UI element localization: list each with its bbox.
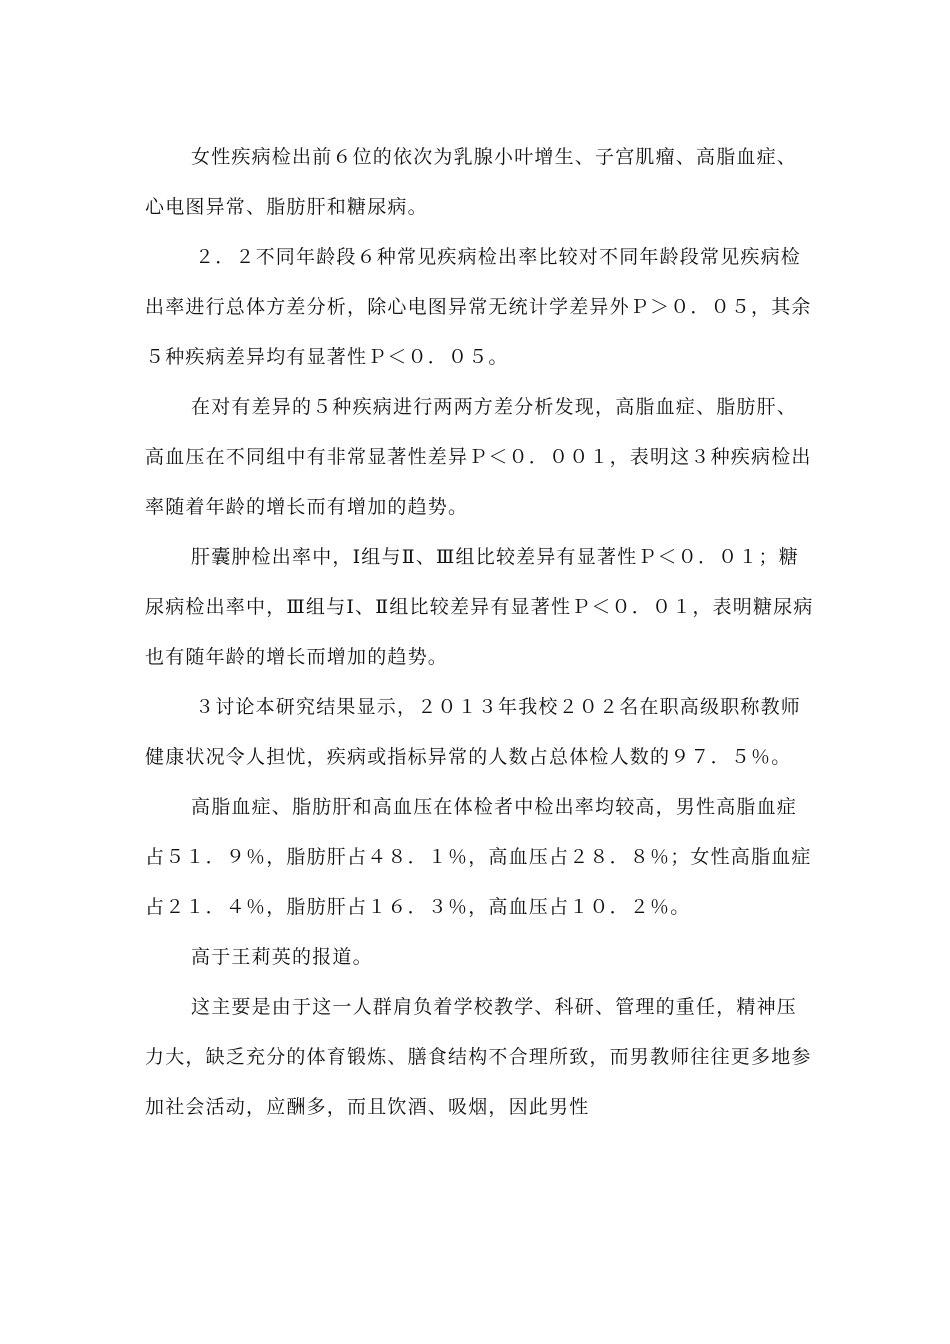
paragraph-discussion: ３讨论本研究结果显示，２０１３年我校２０２名在职高级职称教师健康状况令人担忧，疾病或指标异常的人数占总体检人数的９７．５％。	[145, 696, 802, 768]
paragraph-liver-cyst-diabetes: 肝囊肿检出率中，Ⅰ组与Ⅱ、Ⅲ组比较差异有显著性Ｐ＜０．０１；糖尿病检出率中，Ⅲ组与Ⅰ、Ⅱ组比较差异有显著性Ｐ＜０．０１，表明糖尿病也有随年龄的增长而增加的趋势。	[145, 546, 814, 668]
paragraph-detection-rates: 高脂血症、脂肪肝和高血压在体检者中检出率均较高，男性高脂血症占５１．９％，脂肪肝占４８．１％，高血压占２８．８％；女性高脂血症占２１．４％，脂肪肝占１６．３％，高血压占１０．２％。	[145, 796, 812, 918]
paragraph-comparison-report: 高于王莉英的报道。	[191, 946, 373, 968]
paragraph-age-comparison: ２．２不同年龄段６种常见疾病检出率比较对不同年龄段常见疾病检出率进行总体方差分析，除心电图异常无统计学差异外Ｐ＞０．０５，其余５种疾病差异均有显著性Ｐ＜０．０５。	[145, 246, 812, 368]
paragraph-female-diseases: 女性疾病检出前６位的依次为乳腺小叶增生、子宫肌瘤、高脂血症、心电图异常、脂肪肝和糖尿病。	[145, 146, 798, 218]
paragraph-pairwise-analysis: 在对有差异的５种疾病进行两两方差分析发现，高脂血症、脂肪肝、高血压在不同组中有非常显著性差异Ｐ＜０．００１，表明这３种疾病检出率随着年龄的增长而有增加的趋势。	[145, 396, 812, 518]
document-body	[145, 132, 817, 1132]
paragraph-causes: 这主要是由于这一人群肩负着学校教学、科研、管理的重任，精神压力大，缺乏充分的体育锻炼、膳食结构不合理所致，而男教师往往更多地参加社会活动，应酬多，而且饮酒、吸烟，因此男性	[145, 996, 812, 1118]
